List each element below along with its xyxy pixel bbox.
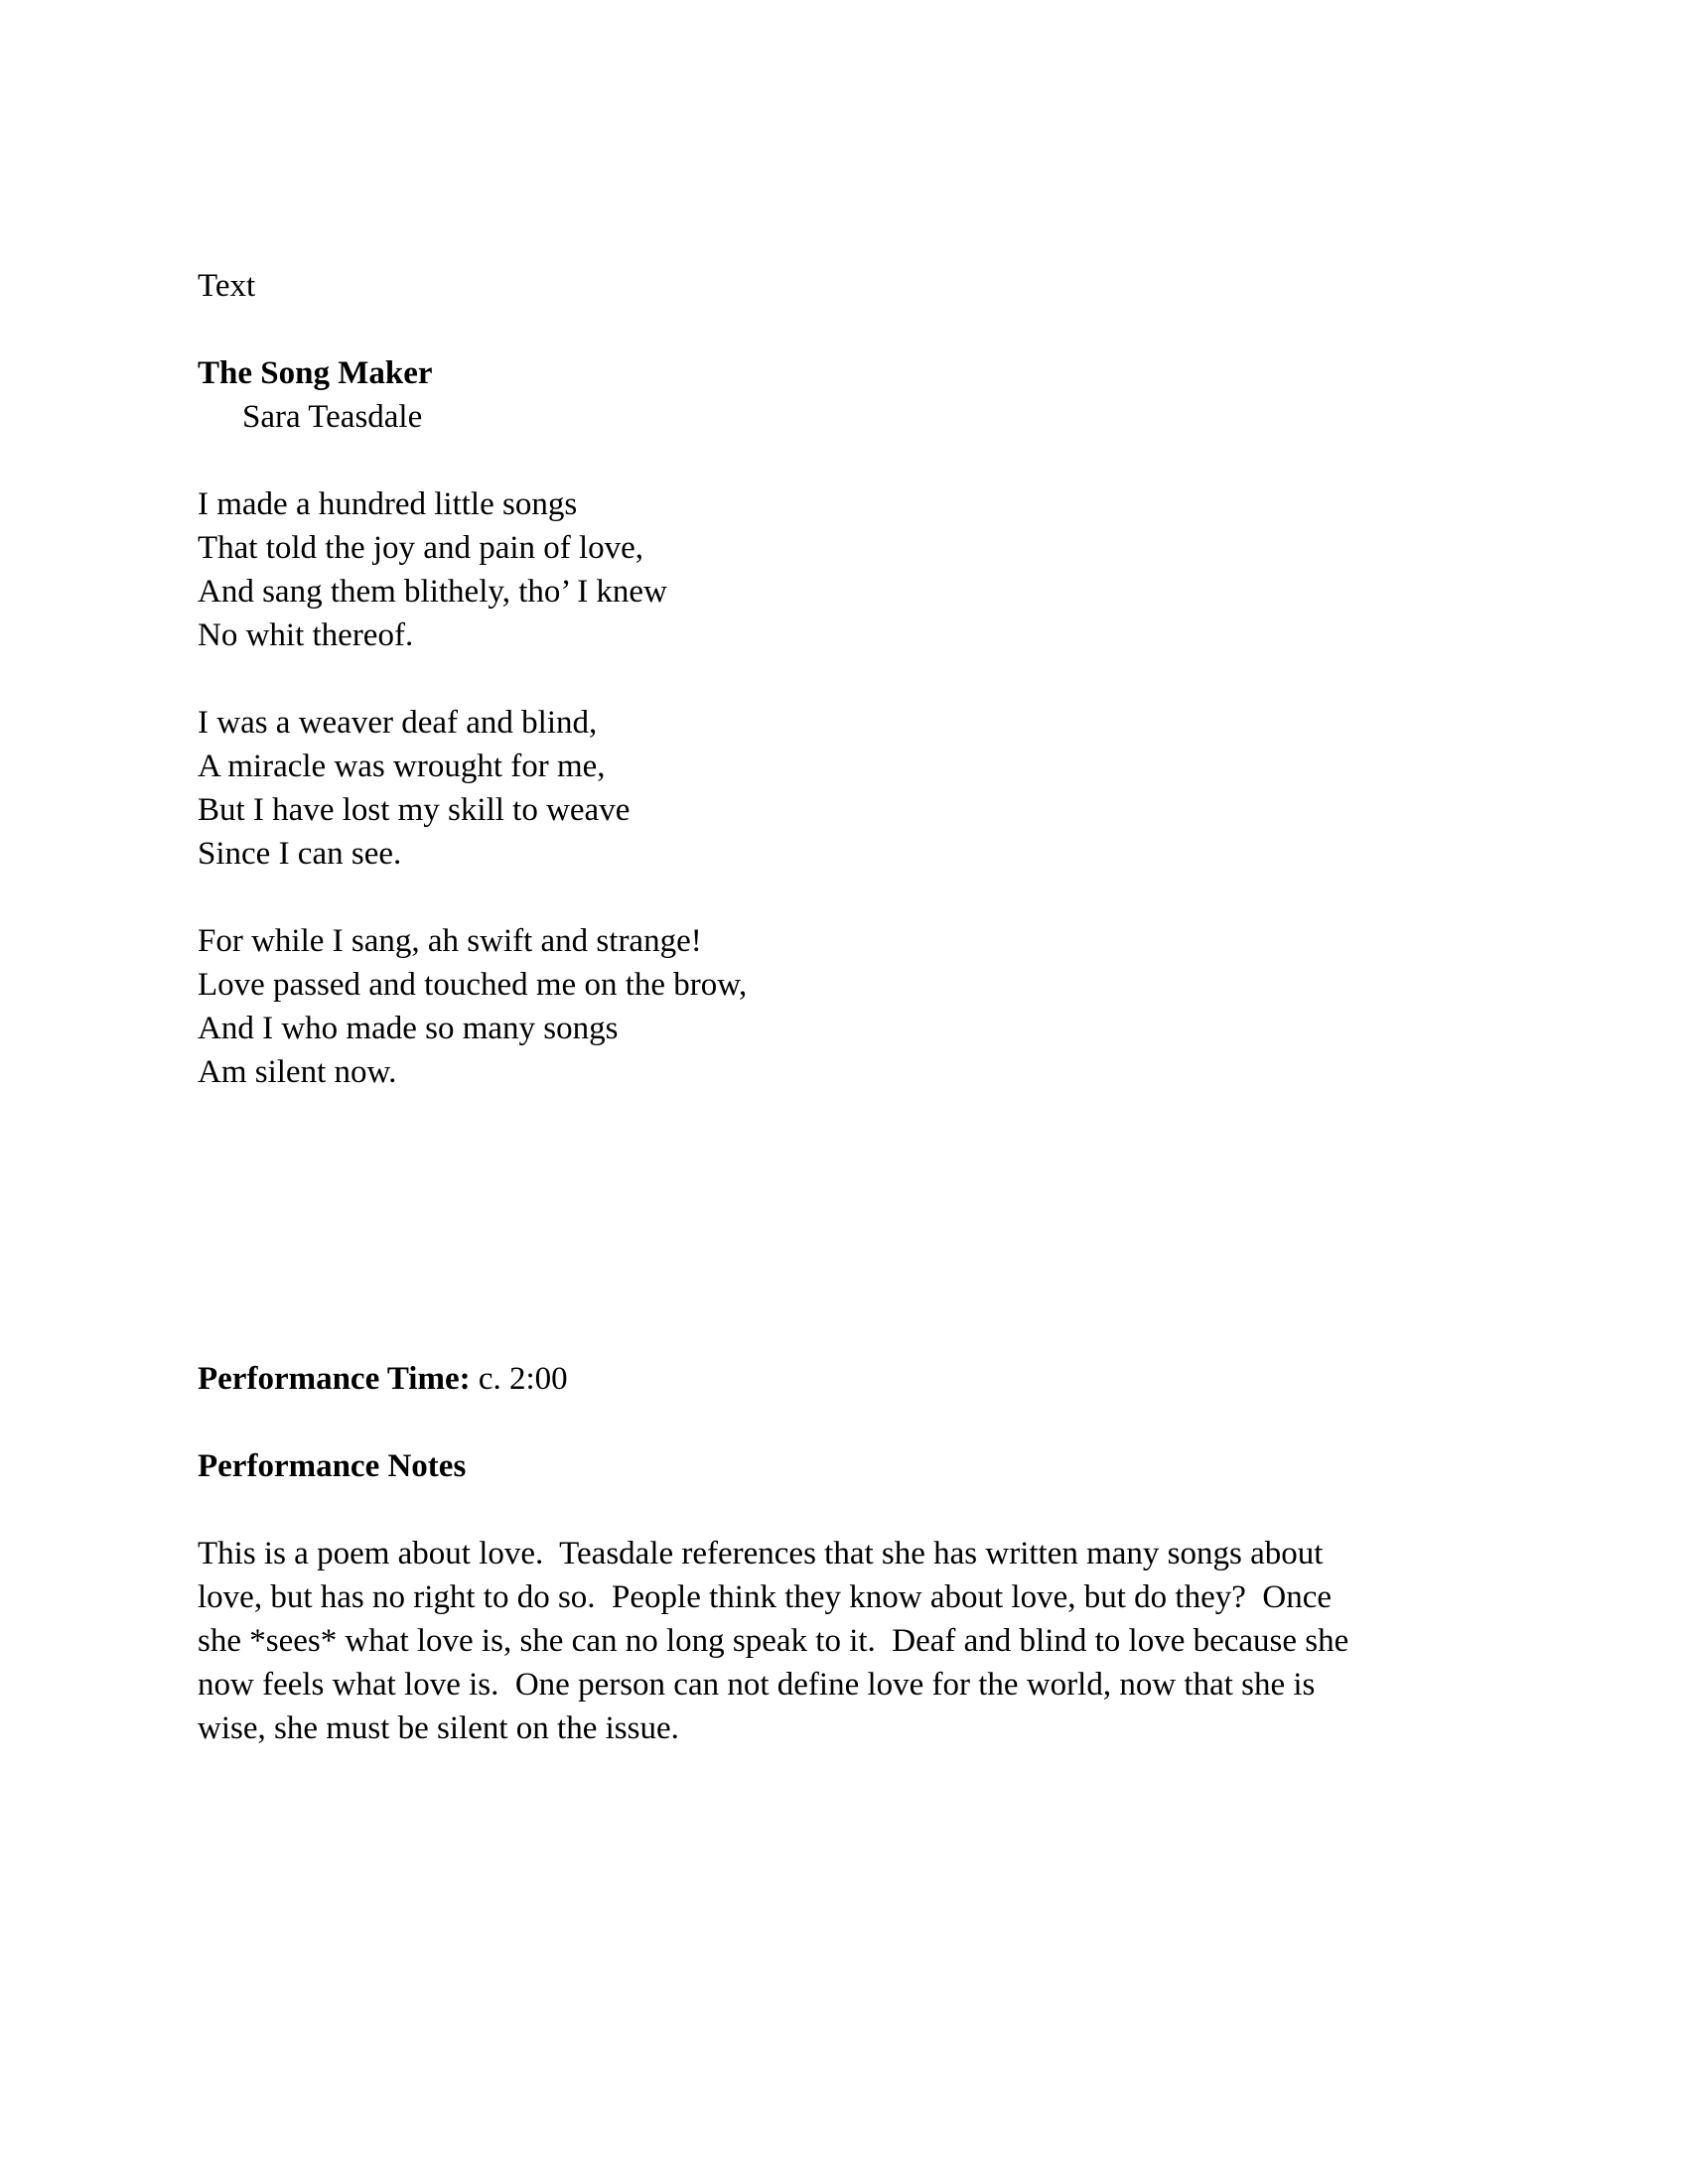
- notes-line: she *sees* what love is, she can no long speak to it. Deaf and blind to love because she: [198, 1623, 1349, 1659]
- poem-line: A miracle was wrought for me,: [198, 749, 606, 784]
- poem-line: That told the joy and pain of love,: [198, 530, 644, 566]
- poem-author: Sara Teasdale: [242, 399, 423, 435]
- poem-line: For while I sang, ah swift and strange!: [198, 923, 702, 959]
- poem-line: No whit thereof.: [198, 617, 414, 653]
- document-page: [198, 0, 1488, 2184]
- poem-line: I was a weaver deaf and blind,: [198, 705, 598, 741]
- poem-line: I made a hundred little songs: [198, 486, 578, 522]
- notes-line: wise, she must be silent on the issue.: [198, 1710, 679, 1746]
- performance-time-value: c. 2:00: [478, 1361, 568, 1397]
- performance-time: [198, 1357, 568, 1401]
- poem-line: And sang them blithely, tho’ I knew: [198, 574, 667, 610]
- performance-notes-heading: Performance Notes: [198, 1448, 467, 1484]
- notes-line: now feels what love is. One person can not define love for the world, now that she is: [198, 1667, 1316, 1703]
- notes-line: love, but has no right to do so. People think they know about love, but do they? Once: [198, 1579, 1332, 1615]
- section-label: Text: [198, 268, 256, 304]
- poem-line: Since I can see.: [198, 836, 402, 872]
- notes-line: This is a poem about love. Teasdale references that she has written many songs about: [198, 1536, 1324, 1571]
- performance-time-label: Performance Time:: [198, 1361, 471, 1397]
- poem-line: But I have lost my skill to weave: [198, 792, 631, 828]
- poem-title: The Song Maker: [198, 355, 433, 391]
- poem-line: Am silent now.: [198, 1054, 397, 1090]
- poem-line: And I who made so many songs: [198, 1011, 619, 1046]
- poem-line: Love passed and touched me on the brow,: [198, 967, 748, 1003]
